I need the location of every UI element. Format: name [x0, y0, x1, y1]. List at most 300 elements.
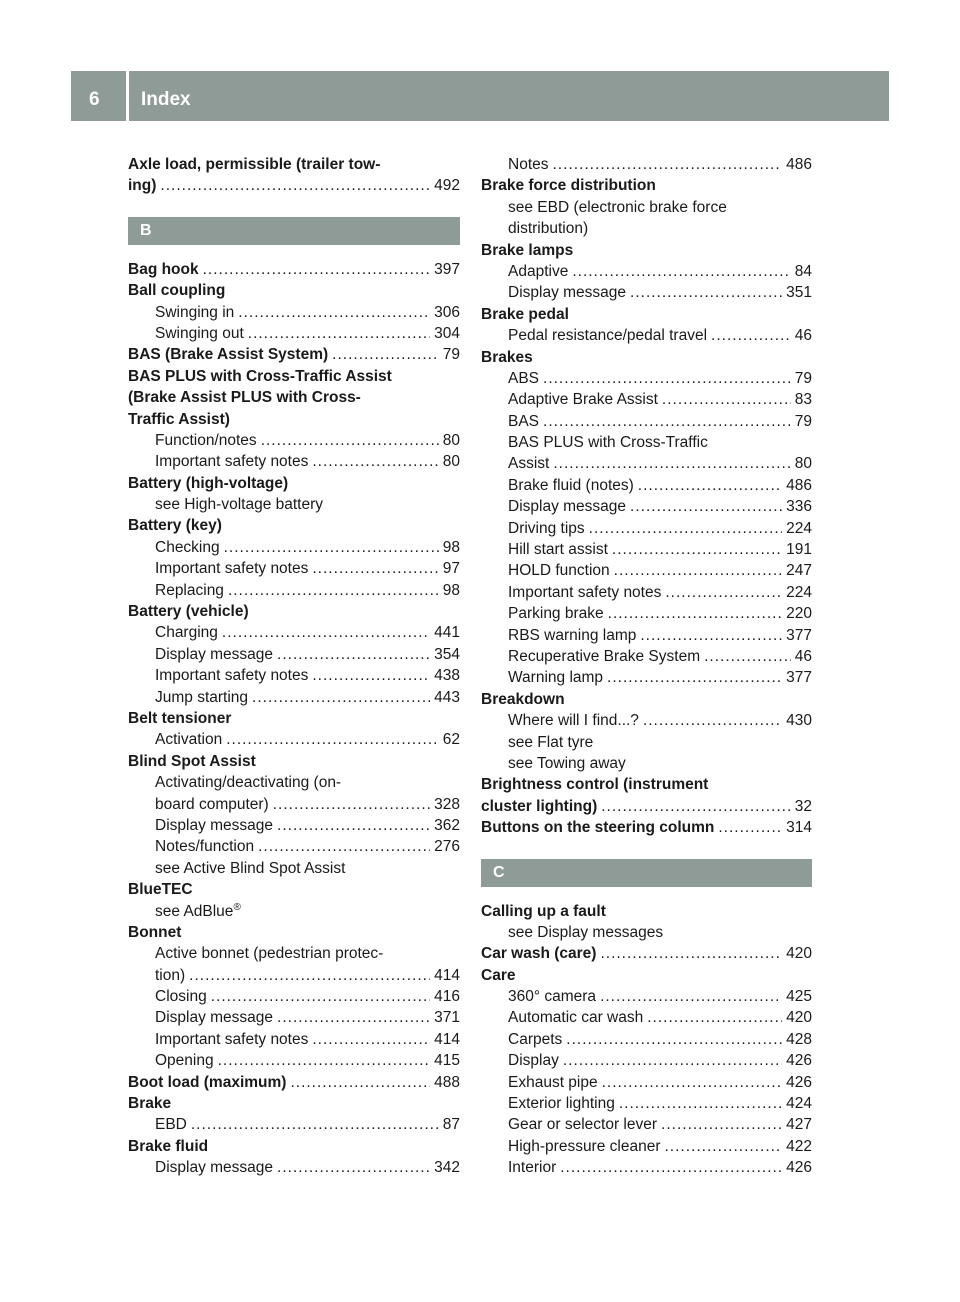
section-heading-b: B: [128, 217, 460, 245]
index-entry: [128, 430, 460, 451]
entry-page-number: 32: [794, 797, 812, 815]
leader-dots: [312, 665, 430, 686]
entry-page-number: 438: [434, 667, 460, 685]
entry-page-number: 80: [442, 431, 460, 449]
index-entry: [481, 539, 812, 560]
entry-text: Activating/deactivating (on-: [155, 774, 342, 792]
entry-label: Jump starting: [155, 688, 249, 706]
index-entry: [128, 1136, 460, 1157]
index-entry: [481, 986, 812, 1007]
section-heading-c: C: [481, 859, 812, 887]
leader-dots: [630, 496, 782, 517]
entry-page-number: 62: [442, 731, 460, 749]
index-entry: [128, 537, 460, 558]
index-entry: [128, 622, 460, 643]
entry-label: Bag hook: [128, 260, 199, 278]
index-entry: [481, 197, 812, 218]
index-entry: [481, 1072, 812, 1093]
entry-page-number: 377: [786, 626, 812, 644]
entry-label: Adaptive: [508, 262, 569, 280]
page-header: [71, 71, 889, 121]
index-entry: [481, 582, 812, 603]
entry-label: Car wash (care): [481, 945, 597, 963]
entry-text: BlueTEC: [128, 881, 193, 899]
index-entry: [481, 1050, 812, 1071]
leader-dots: [638, 475, 782, 496]
index-entry: [481, 710, 812, 731]
entry-label: HOLD function: [508, 562, 610, 580]
entry-label: Interior: [508, 1159, 557, 1177]
index-entry: [481, 432, 812, 453]
entry-label: 360° camera: [508, 988, 597, 1006]
leader-dots: [704, 646, 791, 667]
entry-page-number: 424: [786, 1095, 812, 1113]
right-column: [481, 154, 812, 1179]
index-entry: [128, 708, 460, 729]
leader-dots: [543, 411, 791, 432]
entry-text: Calling up a fault: [481, 902, 606, 920]
entry-page-number: 79: [794, 369, 812, 387]
index-entry: [128, 409, 460, 430]
entry-page-number: 397: [434, 260, 460, 278]
index-entry: [481, 282, 812, 303]
index-entry: [128, 558, 460, 579]
entry-page-number: 486: [786, 476, 812, 494]
entry-label: Swinging out: [155, 324, 244, 342]
leader-dots: [718, 817, 782, 838]
left-top-entries: [128, 154, 460, 197]
index-entry: [481, 965, 812, 986]
leader-dots: [630, 282, 782, 303]
entry-page-number: 97: [442, 560, 460, 578]
entry-page-number: 425: [786, 988, 812, 1006]
leader-dots: [277, 1007, 430, 1028]
entry-label: Brake fluid (notes): [508, 476, 634, 494]
entry-text: see Active Blind Spot Assist: [155, 859, 346, 877]
index-entry: [481, 154, 812, 175]
entry-label: Display message: [508, 498, 627, 516]
index-entry: [481, 901, 812, 922]
index-entry: [128, 1072, 460, 1093]
entry-page-number: 83: [794, 391, 812, 409]
entry-label: Important safety notes: [155, 667, 309, 685]
entry-label: BAS: [508, 412, 540, 430]
entry-page-number: 415: [434, 1052, 460, 1070]
entry-label: RBS warning lamp: [508, 626, 637, 644]
index-entry: [128, 836, 460, 857]
entry-page-number: 314: [786, 819, 812, 837]
entry-text: see Flat tyre: [508, 733, 594, 751]
index-entry: [128, 772, 460, 793]
index-entry: [128, 644, 460, 665]
leader-dots: [661, 1114, 782, 1135]
leader-dots: [662, 389, 791, 410]
index-entry: [481, 411, 812, 432]
entry-label: Display message: [155, 645, 274, 663]
index-entry: [481, 1007, 812, 1028]
left-column: [128, 154, 460, 1179]
entry-page-number: 371: [434, 1009, 460, 1027]
entry-label: High-pressure cleaner: [508, 1137, 661, 1155]
index-entry: [481, 304, 812, 325]
entry-label: Where will I find...?: [508, 712, 639, 730]
leader-dots: [238, 302, 430, 323]
index-entry: [481, 325, 812, 346]
entry-page-number: 46: [794, 327, 812, 345]
index-entry: [128, 965, 460, 986]
index-entry: [128, 1050, 460, 1071]
entry-text: see EBD (electronic brake force: [508, 198, 727, 216]
entry-text: Active bonnet (pedestrian protec-: [155, 945, 384, 963]
right-top-entries: [481, 154, 812, 839]
entry-label: Boot load (maximum): [128, 1073, 287, 1091]
index-entry: [481, 796, 812, 817]
entry-page-number: 426: [786, 1052, 812, 1070]
entry-text: (Brake Assist PLUS with Cross-: [128, 389, 361, 407]
entry-page-number: 377: [786, 669, 812, 687]
index-entry: [128, 387, 460, 408]
index-entry: [481, 689, 812, 710]
entry-page-number: 428: [786, 1030, 812, 1048]
leader-dots: [277, 815, 430, 836]
index-entry: [481, 667, 812, 688]
leader-dots: [224, 537, 439, 558]
entry-label: Display message: [508, 284, 627, 302]
entry-page-number: 414: [434, 966, 460, 984]
entry-label: Buttons on the steering column: [481, 819, 715, 837]
entry-label: Warning lamp: [508, 669, 604, 687]
entry-text: BAS PLUS with Cross-Traffic Assist: [128, 367, 392, 385]
index-entry: [128, 1157, 460, 1178]
index-entry: [128, 858, 460, 879]
entry-label: Display message: [155, 1009, 274, 1027]
entry-page-number: 362: [434, 816, 460, 834]
entry-page-number: 80: [442, 453, 460, 471]
index-entry: [481, 646, 812, 667]
index-entry: [481, 389, 812, 410]
entry-label: Driving tips: [508, 519, 585, 537]
entry-page-number: 247: [786, 562, 812, 580]
index-entry: [128, 922, 460, 943]
leader-dots: [607, 667, 782, 688]
index-entry: [481, 817, 812, 838]
entry-page-number: 342: [434, 1159, 460, 1177]
leader-dots: [543, 368, 791, 389]
entry-text: Brake pedal: [481, 305, 569, 323]
entry-text: see AdBlue: [155, 902, 234, 920]
entry-label: Notes/function: [155, 838, 255, 856]
entry-text: Battery (vehicle): [128, 603, 249, 621]
entry-text: Brake fluid: [128, 1137, 209, 1155]
index-entry: [481, 603, 812, 624]
index-entry: [128, 815, 460, 836]
entry-page-number: 79: [794, 412, 812, 430]
index-entry: [128, 323, 460, 344]
entry-page-number: 191: [786, 541, 812, 559]
index-entry: [481, 1114, 812, 1135]
index-entry: [481, 347, 812, 368]
leader-dots: [643, 710, 782, 731]
index-entry: [481, 1136, 812, 1157]
index-entry: [481, 496, 812, 517]
entry-label: Function/notes: [155, 431, 257, 449]
index-entry: [481, 625, 812, 646]
entry-text: Brake: [128, 1095, 172, 1113]
index-entry: [128, 1114, 460, 1135]
index-entry: [481, 560, 812, 581]
entry-label: board computer): [155, 795, 269, 813]
index-entry: [481, 1093, 812, 1114]
index-entry: [481, 1157, 812, 1178]
index-entry: [481, 240, 812, 261]
leader-dots: [218, 1050, 431, 1071]
index-entry: [128, 687, 460, 708]
entry-label: Charging: [155, 624, 218, 642]
entry-text: see Towing away: [508, 754, 626, 772]
leader-dots: [277, 1157, 430, 1178]
entry-label: Important safety notes: [155, 560, 309, 578]
index-entry: [128, 259, 460, 280]
entry-label: Checking: [155, 538, 220, 556]
index-entry: [481, 261, 812, 282]
leader-dots: [563, 1050, 782, 1071]
leader-dots: [553, 154, 783, 175]
index-entry: [128, 302, 460, 323]
index-entry: [128, 665, 460, 686]
entry-label: Important safety notes: [155, 453, 309, 471]
entry-label: cluster lighting): [481, 797, 598, 815]
index-entry: [481, 1029, 812, 1050]
entry-label: Important safety notes: [155, 1030, 309, 1048]
entry-text: Bonnet: [128, 923, 182, 941]
leader-dots: [665, 582, 782, 603]
entry-label: EBD: [155, 1116, 187, 1134]
page-title: Index: [141, 89, 191, 110]
leader-dots: [602, 1072, 783, 1093]
entry-page-number: 304: [434, 324, 460, 342]
entry-label: Adaptive Brake Assist: [508, 391, 658, 409]
entry-label: Display message: [155, 816, 274, 834]
leader-dots: [273, 794, 430, 815]
leader-dots: [608, 603, 782, 624]
index-entry: [128, 451, 460, 472]
entry-page-number: 420: [786, 945, 812, 963]
entry-page-number: 46: [794, 647, 812, 665]
entry-text: Breakdown: [481, 690, 565, 708]
leader-dots: [222, 622, 430, 643]
entry-label: Pedal resistance/pedal travel: [508, 327, 708, 345]
entry-page-number: 224: [786, 583, 812, 601]
leader-dots: [711, 325, 791, 346]
entry-text: Ball coupling: [128, 282, 226, 300]
leader-dots: [312, 558, 438, 579]
index-entry: [128, 154, 460, 175]
header-divider: [126, 71, 129, 121]
entry-page-number: 84: [794, 262, 812, 280]
entry-page-number: 486: [786, 156, 812, 173]
entry-page-number: 443: [434, 688, 460, 706]
entry-text: Brakes: [481, 348, 533, 366]
entry-label: Opening: [155, 1052, 214, 1070]
entry-text: BAS PLUS with Cross-Traffic: [508, 434, 708, 452]
entry-page-number: 336: [786, 498, 812, 516]
entry-page-number: 220: [786, 605, 812, 623]
entry-label: Exhaust pipe: [508, 1073, 598, 1091]
index-entry: [128, 879, 460, 900]
index-entry: [128, 580, 460, 601]
leader-dots: [553, 453, 790, 474]
entry-page-number: 488: [434, 1073, 460, 1091]
entry-label: Swinging in: [155, 303, 235, 321]
entry-page-number: 441: [434, 624, 460, 642]
entry-page-number: 416: [434, 988, 460, 1006]
page-number: 6: [89, 89, 100, 110]
leader-dots: [226, 729, 439, 750]
index-entry: [481, 732, 812, 753]
entry-page-number: 426: [786, 1159, 812, 1177]
entry-label: Carpets: [508, 1030, 563, 1048]
entry-label: Replacing: [155, 581, 224, 599]
entry-label: Recuperative Brake System: [508, 647, 701, 665]
entry-text: Traffic Assist): [128, 410, 230, 428]
entry-page-number: 80: [794, 455, 812, 473]
entry-label: ABS: [508, 369, 540, 387]
entry-page-number: 98: [442, 538, 460, 556]
index-entry: [128, 1093, 460, 1114]
index-entry: [481, 943, 812, 964]
index-entry: [481, 518, 812, 539]
entry-label: Assist: [508, 455, 550, 473]
entry-label: Closing: [155, 988, 207, 1006]
entry-page-number: 224: [786, 519, 812, 537]
registered-mark: ®: [233, 901, 241, 913]
entry-text: Axle load, permissible (trailer tow-: [128, 156, 381, 173]
index-entry: [128, 986, 460, 1007]
index-entry: [128, 1007, 460, 1028]
index-entry: [128, 515, 460, 536]
leader-dots: [211, 986, 430, 1007]
entry-page-number: 306: [434, 303, 460, 321]
entry-text: Brake force distribution: [481, 177, 656, 195]
entry-label: Parking brake: [508, 605, 604, 623]
entry-label: Display: [508, 1052, 559, 1070]
leader-dots: [160, 175, 430, 196]
leader-dots: [560, 1157, 782, 1178]
index-entry: [128, 344, 460, 365]
index-entry: [481, 922, 812, 943]
entry-page-number: 79: [442, 346, 460, 364]
entry-text: Blind Spot Assist: [128, 752, 256, 770]
entry-page-number: 354: [434, 645, 460, 663]
index-entry: [128, 473, 460, 494]
leader-dots: [252, 687, 430, 708]
entry-text: see High-voltage battery: [155, 496, 324, 514]
entry-text: Battery (high-voltage): [128, 474, 289, 492]
index-entry: [128, 601, 460, 622]
entry-page-number: 427: [786, 1116, 812, 1134]
index-entry: [481, 475, 812, 496]
entry-page-number: 420: [786, 1009, 812, 1027]
leader-dots: [312, 1029, 430, 1050]
entry-page-number: 276: [434, 838, 460, 856]
entry-text: Battery (key): [128, 517, 222, 535]
entry-label: Exterior lighting: [508, 1095, 615, 1113]
index-entry: [481, 218, 812, 239]
index-entry: [481, 753, 812, 774]
index-entry: [128, 366, 460, 387]
leader-dots: [312, 451, 438, 472]
leader-dots: [261, 430, 439, 451]
entry-page-number: 328: [434, 795, 460, 813]
leader-dots: [228, 580, 439, 601]
entry-text: Brake lamps: [481, 241, 574, 259]
entry-text: Care: [481, 966, 516, 984]
entry-page-number: 351: [786, 284, 812, 302]
index-entry: [481, 774, 812, 795]
leader-dots: [248, 323, 430, 344]
index-entry: [128, 1029, 460, 1050]
index-entry: [128, 175, 460, 196]
entry-page-number: 422: [786, 1137, 812, 1155]
leader-dots: [601, 796, 791, 817]
section-c-entries: [481, 901, 812, 1179]
entry-page-number: 426: [786, 1073, 812, 1091]
leader-dots: [290, 1072, 430, 1093]
entry-label: tion): [155, 966, 186, 984]
entry-label: Activation: [155, 731, 223, 749]
index-entry: [128, 280, 460, 301]
index-entry: [128, 729, 460, 750]
leader-dots: [619, 1093, 782, 1114]
entry-label: Display message: [155, 1159, 274, 1177]
index-entry: [481, 368, 812, 389]
leader-dots: [612, 539, 782, 560]
entry-label: Notes: [508, 156, 549, 173]
entry-text: distribution): [508, 220, 589, 238]
leader-dots: [665, 1136, 783, 1157]
leader-dots: [332, 344, 439, 365]
section-b-entries: [128, 259, 460, 1179]
entry-page-number: 98: [442, 581, 460, 599]
leader-dots: [258, 836, 430, 857]
leader-dots: [189, 965, 430, 986]
leader-dots: [614, 560, 782, 581]
entry-label: Important safety notes: [508, 583, 662, 601]
entry-page-number: 492: [434, 177, 460, 195]
index-entry: [128, 751, 460, 772]
entry-page-number: 414: [434, 1030, 460, 1048]
entry-label: Gear or selector lever: [508, 1116, 658, 1134]
leader-dots: [600, 986, 782, 1007]
leader-dots: [640, 625, 782, 646]
index-entry: [128, 901, 460, 922]
entry-text: Brightness control (instrument: [481, 776, 709, 794]
leader-dots: [277, 644, 430, 665]
leader-dots: [566, 1029, 782, 1050]
entry-text: see Display messages: [508, 923, 664, 941]
index-entry: [481, 453, 812, 474]
entry-page-number: 87: [442, 1116, 460, 1134]
entry-label: ing): [128, 177, 157, 195]
leader-dots: [647, 1007, 782, 1028]
entry-page-number: 430: [786, 712, 812, 730]
leader-dots: [572, 261, 790, 282]
leader-dots: [191, 1114, 439, 1135]
entry-label: Automatic car wash: [508, 1009, 644, 1027]
entry-label: Hill start assist: [508, 541, 608, 559]
leader-dots: [203, 259, 431, 280]
entry-text: Belt tensioner: [128, 709, 232, 727]
